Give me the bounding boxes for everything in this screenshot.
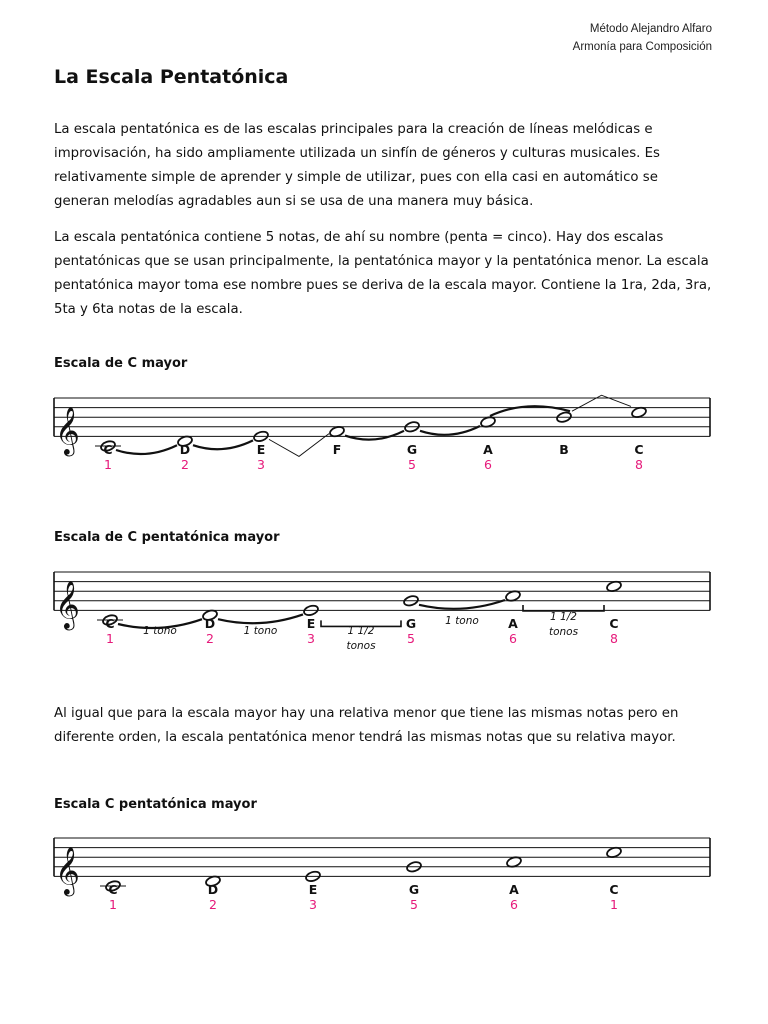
staff-c-major-scale — [0, 382, 768, 502]
note-name: G — [405, 616, 417, 631]
note-name: E — [308, 882, 318, 897]
scale-degree: 3 — [307, 631, 315, 646]
note-name: A — [509, 882, 519, 897]
scale-degree: 6 — [484, 457, 492, 472]
slur-curve — [345, 431, 404, 440]
note-name: D — [207, 882, 219, 897]
note-name: C — [609, 616, 619, 631]
interval-label: 1 1/2 — [550, 611, 577, 623]
staff-c-pentatonic-intervals — [0, 556, 768, 676]
header-course: Armonía para Composición — [572, 41, 712, 53]
scale-degree: 2 — [209, 897, 217, 912]
interval-label: 1 tono — [143, 625, 177, 637]
scale-degree: 3 — [257, 457, 265, 472]
scale-degree: 1 — [106, 631, 114, 646]
scale-degree: 1 — [104, 457, 112, 472]
note-name: C — [105, 616, 115, 631]
section-heading-c-pentatonic-2: Escala C pentatónica mayor — [54, 797, 257, 812]
note-name: F — [332, 442, 342, 457]
note-name: E — [256, 442, 266, 457]
note-name: C — [634, 442, 644, 457]
note-name: C — [108, 882, 118, 897]
scale-degree: 6 — [510, 897, 518, 912]
scale-degree: 3 — [309, 897, 317, 912]
slur-curve — [419, 600, 505, 609]
note-name: A — [508, 616, 518, 631]
treble-clef-icon: 𝄞 — [55, 405, 80, 455]
slur-curve — [116, 445, 177, 454]
section-heading-c-major: Escala de C mayor — [54, 356, 188, 371]
note-name: E — [306, 616, 316, 631]
note-name: A — [483, 442, 493, 457]
scale-degree: 5 — [407, 631, 415, 646]
slur-curve — [420, 426, 480, 435]
scale-degree: 5 — [410, 897, 418, 912]
section-heading-c-pentatonic: Escala de C pentatónica mayor — [54, 530, 280, 545]
note-name: C — [609, 882, 619, 897]
scale-degree: 1 — [610, 897, 618, 912]
note-name: C — [103, 442, 113, 457]
treble-clef-icon: 𝄞 — [55, 579, 80, 629]
scale-degree: 2 — [206, 631, 214, 646]
header-author: Método Alejandro Alfaro — [589, 23, 712, 35]
scale-degree: 5 — [408, 457, 416, 472]
note-name: G — [406, 442, 418, 457]
interval-label-unit: tonos — [346, 640, 376, 652]
description-paragraph: La escala pentatónica contiene 5 notas, de ahí su nombre (penta = cinco). Hay dos escalas pentatónicas que se usan principalmente, la pentatónica mayor y la pentatónica menor. La escala pentatónica mayor toma ese nombre pues se deriva de la escala mayor. Contiene la 1ra, 2da, 3ra, 5ta y 6ta notas de la escala. — [54, 230, 712, 317]
interval-label: 1 1/2 — [347, 625, 375, 637]
half-step-mark — [269, 434, 329, 457]
scale-degree: 1 — [109, 897, 117, 912]
treble-clef-icon: 𝄞 — [55, 845, 80, 895]
interval-label-unit: tonos — [548, 626, 579, 638]
note-name: B — [559, 442, 569, 457]
slur-curve — [193, 440, 253, 449]
scale-degree: 8 — [635, 457, 643, 472]
slur-curve — [218, 614, 303, 623]
staff-c-pentatonic-scale — [0, 822, 768, 942]
interval-label: 1 tono — [445, 615, 479, 627]
page-title: La Escala Pentatónica — [54, 66, 289, 88]
document-header — [573, 20, 712, 56]
note-name: D — [204, 616, 216, 631]
note-name: G — [408, 882, 420, 897]
scale-degree: 2 — [181, 457, 189, 472]
interval-label: 1 tono — [243, 625, 278, 637]
scale-degree: 8 — [610, 631, 618, 646]
scale-degree: 6 — [509, 631, 517, 646]
intro-paragraph: La escala pentatónica es de las escalas principales para la creación de líneas melódicas e improvisación, ha sido ampliamente utilizada un sinfín de géneros y culturas musicales. Es relativamente simple de aprender y simple de utilizar, pues con ella casi en automático se generan melodías agradables aun si se usa de una manera muy básica. — [54, 122, 660, 209]
note-name: D — [179, 442, 191, 457]
relative-minor-paragraph: Al igual que para la escala mayor hay una relativa menor que tiene las mismas notas pero en diferente orden, la escala pentatónica menor tendrá las mismas notas que su relativa mayor. — [54, 706, 679, 745]
